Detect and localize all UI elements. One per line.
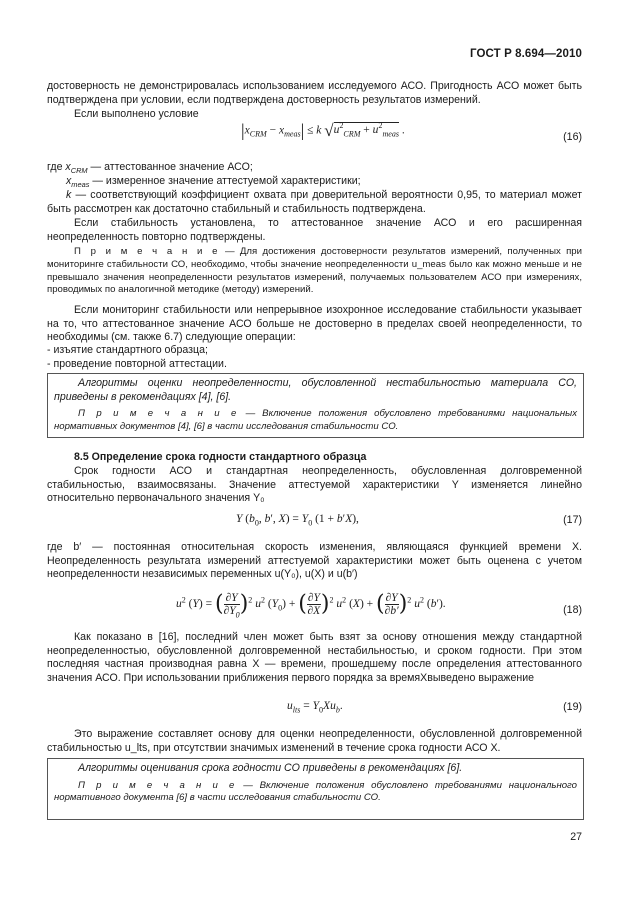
box-1-note <box>48 404 583 434</box>
info-box-2 <box>47 758 584 820</box>
equation-17: Y ($b_0$, b′, $X) = Y_0$ (1 + b′X), <box>236 513 359 528</box>
where-3-symbol: k <box>66 189 72 201</box>
box-1-note-text: — Включение положения обусловлено требованиями национальных нормативных документов [4], [6] в части исследования стабильности СО. <box>54 408 578 432</box>
equation-19: $u_{lts} = Y_0Xu_b$. <box>287 700 343 715</box>
equation-17-number: (17) <box>563 514 582 526</box>
document-header: ГОСТ Р 8.694—2010 <box>470 48 582 60</box>
where-1-text: — аттестованное значение АСО; <box>90 161 253 173</box>
paragraph-2: Если выполнено условие <box>74 108 199 120</box>
equation-19-number: (19) <box>563 701 582 713</box>
paragraph-4: Если мониторинг стабильности или непрерывное изохронное исследование стабильности указывает на то, что аттестованное значение АСО больше не достоверно в пределах своей неопределенности, то необходимы (см. также 6.7) следующие операции: <box>47 304 582 344</box>
note-1 <box>47 246 582 297</box>
paragraph-8: Это выражение составляет основу для оценки неопределенности, обусловленной долговременной стабильностью u_lts, при отсутствии значимых изменений в течение срока годности АСО X. <box>47 728 582 754</box>
equation-18: $u^2$ (Y) = ( $\frac{\partial Y}{\partial Y_0}$ )$^2$ $u^2$ $(Y_0)$ + ( $\frac{\partial Y}{\partial X}$ )$^2$ $u^2$ (X) + ( $\frac{\partial Y}{\partial b'}$ )$^2$ $u^2$ (b′). <box>176 591 446 620</box>
paragraph-7: Как показано в [16], последний член может быть взят за основу отношения между стандартной неопределенностью, обусловленной долговременной нестабильностью, и сроком годности. При этом последняя частная производная равна X — времени, прошедшему после определения аттестованного значения АСО. При использовании приближения первого порядка за времяXвыведено выражение <box>47 631 582 684</box>
operation-list <box>47 344 582 371</box>
box-2-note-text: — Включение положения обусловлено требованиями национального нормативного документа [6] в части исследования стабильности СО. <box>54 779 578 804</box>
box-2-text: Алгоритмы оценивания срока годности СО приведены в рекомендациях [6]. <box>78 762 463 774</box>
paragraph-3: Если стабильность установлена, то аттестованное значение АСО и его расширенная неопределенность повторно подтверждены. <box>47 217 582 243</box>
where-3-text: — соответствующий коэффициент охвата при доверительной вероятности 0,95, то материал может быть рассмотрен как достаточно стабильный и стабильность подтверждена. <box>47 189 582 215</box>
equation-16: $|x_{CRM} - x_{meas}| \le k$ $√u^2_{CRM} + u^2_{meas}$ . <box>241 120 405 140</box>
page-number: 27 <box>570 831 582 843</box>
paragraph-5: Срок годности АСО и стандартная неопределенность, обусловленная долговременной стабильностью, взаимосвязаны. Значение аттестуемой характеристики Y изменяется линейно относительно первоначального значения Y₀ <box>47 465 582 505</box>
paragraph-1: достоверность не демонстрировалась использованием исследуемого АСО. Пригодность АСО может быть подтверждена при условии, если подтверждена достоверность результатов измерений. <box>47 80 582 106</box>
list-item: - изъятие стандартного образца; <box>47 344 208 356</box>
box-1-note-label: П р и м е ч а н и е <box>78 408 239 420</box>
box-2-note <box>48 776 583 806</box>
info-box-1 <box>47 373 584 438</box>
note-1-label: П р и м е ч а н и е <box>74 246 220 257</box>
equation-18-number: (18) <box>563 604 582 616</box>
where-2-text: — измеренное значение аттестуемой характеристики; <box>92 175 361 187</box>
paragraph-6: где b′ — постоянная относительная скорость изменения, являющаяся функцией времени X. Неопределенность результата измерений аттестуемой характеристики может быть оценена с учетом неопределенности независимых переменных u(Y₀), u(X) и u(b′) <box>47 541 582 581</box>
section-8-5-title: 8.5 Определение срока годности стандартного образца <box>74 451 367 463</box>
where-lead: где <box>47 161 63 173</box>
list-item: - проведение повторной аттестации. <box>47 357 227 370</box>
box-1-text: Алгоритмы оценки неопределенности, обусловленной нестабильностью материала СО, приведены в рекомендациях [4], [6]. <box>54 377 577 403</box>
where-line-2: $x_{meas}$ — измеренное значение аттестуемой характеристики; <box>66 175 361 190</box>
box-2-note-label: П р и м е ч а н и е <box>78 779 237 791</box>
where-line-1: где $x_{CRM}$ — аттестованное значение АСО; <box>47 161 253 176</box>
where-line-3 <box>47 189 582 216</box>
equation-16-number: (16) <box>563 131 582 143</box>
note-1-text: — Для достижения достоверности результатов измерений, полученных при мониторинге стабильности СО, необходимо, чтобы значение неопределенности u_meas было как можно меньше и не превышало значения неопределенности результатов измерений, получаемых пользователем АСО при измерениях, проводимых по аналогичной методике (методу) измерений. <box>47 246 582 296</box>
